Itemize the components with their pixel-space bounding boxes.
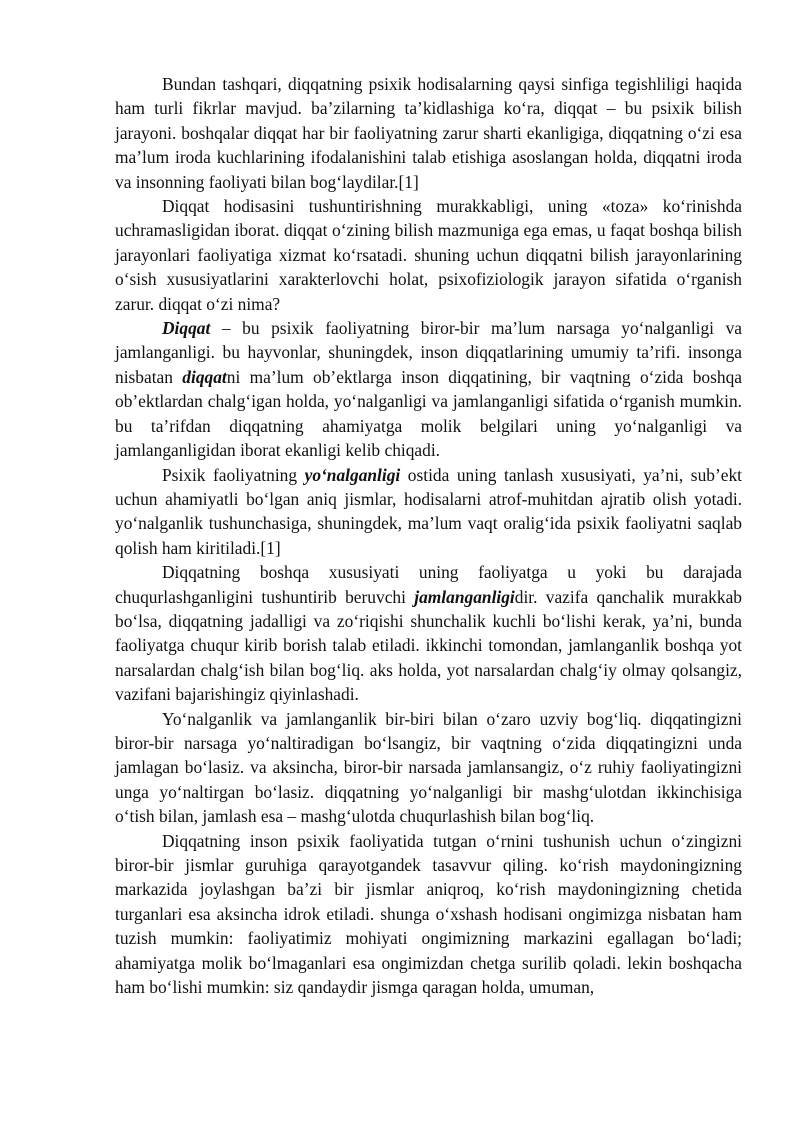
paragraph-7 [115,829,742,1000]
paragraph-4-text-a: Psixik faoliyatning [162,464,305,485]
paragraph-1-text: Bundan tashqari, diqqatning psixik hodisalarning qaysi sinfiga tegishliligi haqida ham turli fikrlar mavjud. ba’zilarning ta’kidlashiga ko‘ra, diqqat – bu psixik bilish jarayoni. boshqalar diqqat har bir faoliyatning zarur sharti ekanligiga, diqqatning o‘zi esa ma’lum iroda kuchlarining ifodalanishini talab etishiga asoslangan holda, diqqatni iroda va insonning faoliyati bilan bog‘laydilar.[1] [115,74,742,192]
term-diqqat: Diqqat [162,318,211,339]
paragraph-2 [115,194,742,316]
paragraph-6 [115,707,742,829]
paragraph-4-text-b: ostida uning tanlash xususiyati, ya’ni, sub’ekt uchun ahamiyatli bo‘lgan aniq jismlar, hodisalarni atrof-muhitdan ajratib olish yotadi. yo‘nalganlik tushunchasiga, shuningdek, ma’lum vaqt oralig‘ida psixik faoliyatni saqlab qolish ham kiritiladi.[1] [115,464,742,558]
paragraph-6-text: Yo‘nalganlik va jamlanganlik bir-biri bilan o‘zaro uzviy bog‘liq. diqqatingizni biror-bir narsaga yo‘naltiradigan bo‘lsangiz, bir vaqtning o‘zida diqqatingizni unda jamlagan bo‘lasiz. va aksincha, biror-bir narsada jamlansangiz, o‘z ruhiy faoliyatingizni unga yo‘naltirgan bo‘lasiz. diqqatning yo‘nalganligi bir mashg‘ulotdan ikkinchisiga o‘tish bilan, jamlash esa – mashg‘ulotda chuqurlashish bilan bog‘liq. [115,708,742,827]
paragraph-3-text-b: ni ma’lum ob’ektlarga inson diqqatining, bir vaqtning o‘zida boshqa ob’ektlardan chalg‘igan holda, yo‘nalganligi va jamlanganligi sifatida o‘rganish mumkin. bu ta’rifdan diqqatning ahamiyatga molik belgilari uning yo‘nalganligi va jamlanganligidan iborat ekanligi kelib chiqadi. [115,366,742,461]
paragraph-5-text-a: Diqqatning boshqa xususiyati uning faoliyatga u yoki bu darajada chuqurlashganligini tushuntirib beruvchi [115,562,742,607]
term-yonalganligi: yo‘nalganligi [304,464,401,485]
document-page [115,72,742,999]
paragraph-2-text: Diqqat hodisasini tushuntirishning murakkabligi, uning «toza» ko‘rinishda uchramasligidan iborat. diqqat o‘zining bilish mazmuniga ega emas, u faqat boshqa bilish jarayonlari faoliyatiga xizmat ko‘rsatadi. shuning uchun diqqatni bilish jarayonlarining o‘sish xususiyatlarini xarakterlovchi holat, psixofiziologik jarayon sifatida o‘rganish zarur. diqqat o‘zi nima? [115,196,742,314]
paragraph-4 [115,463,742,561]
paragraph-5-text-b: dir. vazifa qanchalik murakkab bo‘lsa, diqqatning jadalligi va zo‘riqishi shunchalik kuchli bo‘lishi kerak, ya’ni, bunda faoliyatga chuqur kirib borish talab etiladi. ikkinchi tomondan, jamlanganlik boshqa yot narsalardan chalg‘ish bilan bog‘liq. aks holda, yot narsalardan chalg‘iy olmay qolsangiz, vazifani bajarishingiz qiyinlashadi. [115,586,742,705]
term-jamlanganligi: jamlanganligi [414,586,515,607]
paragraph-5 [115,560,742,706]
paragraph-3-definition [115,316,742,462]
paragraph-3-text-a: – bu psixik faoliyatning biror-bir ma’lum narsaga yo‘nalganligi va jamlanganligi. bu hayvonlar, shuningdek, inson diqqatlarining umumiy ta’rifi. insonga nisbatan [115,318,742,387]
paragraph-1 [115,72,742,194]
paragraph-7-text: Diqqatning inson psixik faoliyatida tutgan o‘rnini tushunish uchun o‘zingizni biror-bir jismlar guruhiga qarayotgandek tasavvur qiling. ko‘rish maydoningizning markazida joylashgan ba’zi bir jismlar aniqroq, ko‘rish maydoningizning chetida turganlari esa aksincha idrok etiladi. shunga o‘xshash hodisani ongimizga nisbatan ham tuzish mumkin: faoliyatimiz mohiyati ongimizning markazini egallagan bo‘ladi; ahamiyatga molik bo‘lmaganlari esa ongimizdan chetga surilib qoladi. lekin boshqacha ham bo‘lishi mumkin: siz qandaydir jismga qaragan holda, umuman, [115,830,742,998]
term-diqqat-inline: diqqat [182,366,227,387]
